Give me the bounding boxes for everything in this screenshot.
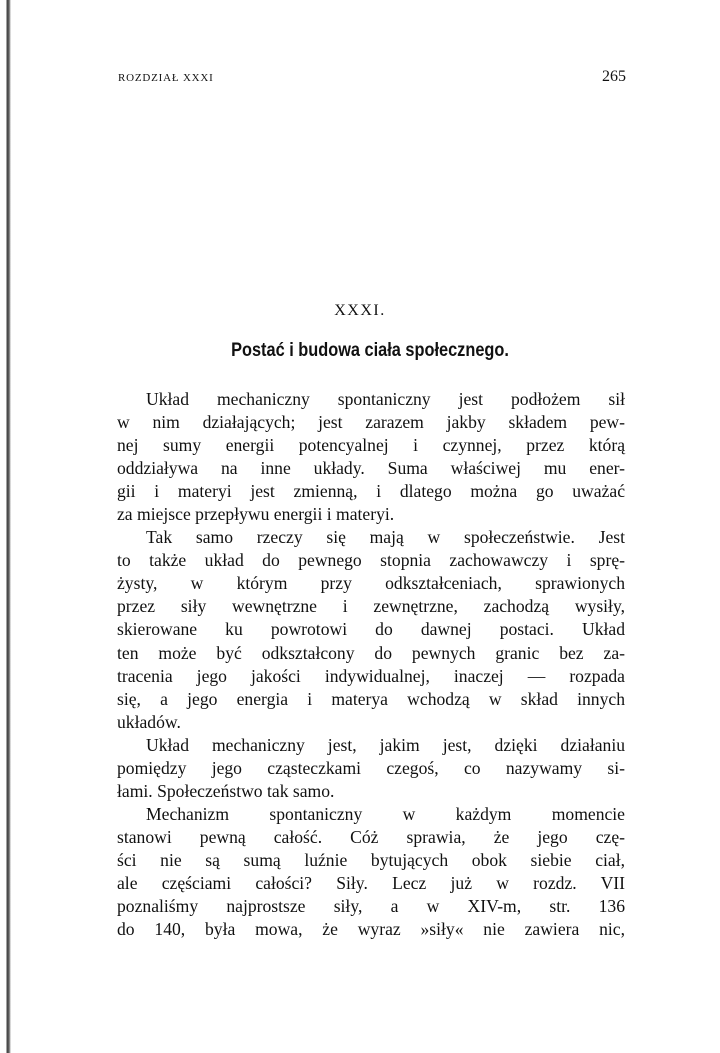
text-line: do 140, była mowa, że wyraz »siły« nie zawiera nic,	[117, 919, 625, 940]
running-header	[118, 68, 626, 88]
body-text	[117, 388, 625, 941]
text-line: skierowane ku powrotowi do dawnej postaci. Układ	[117, 619, 625, 640]
text-line: Mechanizm spontaniczny w każdym momencie	[146, 803, 625, 824]
text-line: przez siły wewnętrzne i zewnętrzne, zachodzą wysiły,	[117, 596, 625, 617]
text-line: ale częściami całości? Siły. Lecz już w rozdz. VII	[117, 872, 625, 893]
text-line: oddziaływa na inne układy. Suma właściwej mu ener-	[117, 458, 625, 479]
text-line: Tak samo rzeczy się mają w społeczeństwie. Jest	[146, 527, 625, 548]
text-line: poznaliśmy najprostsze siły, a w XIV-m, str. 136	[117, 896, 625, 917]
text-line: Układ mechaniczny jest, jakim jest, dzięki działaniu	[146, 734, 625, 755]
text-line: w nim działających; jest zarazem jakby składem pew-	[117, 412, 625, 433]
text-line: Układ mechaniczny spontaniczny jest podłożem sił	[146, 389, 625, 409]
text-line: stanowi pewną całość. Cóż sprawia, że jego czę-	[117, 826, 625, 847]
text-line: ści nie są sumą luźnie bytujących obok siebie ciał,	[117, 849, 625, 870]
page-binding-edge	[0, 0, 14, 1053]
chapter-header: ROZDZIAŁ XXXI	[118, 72, 214, 84]
text-line: pomiędzy jego cząsteczkami czegoś, co nazywamy si-	[117, 757, 625, 778]
chapter-number: XXXI.	[334, 302, 386, 319]
text-line: ten może być odkształcony do pewnych granic bez za-	[117, 642, 625, 663]
page-number: 265	[602, 68, 626, 85]
text-line: to także układ do pewnego stopnia zachowawczy i sprę-	[117, 550, 625, 571]
text-line: nej sumy energii potencyalnej i czynnej, przez którą	[117, 435, 625, 456]
text-line: układów.	[117, 711, 181, 732]
chapter-title: Postać i budowa ciała społecznego.	[231, 340, 509, 361]
text-line: się, a jego energia i materya wchodzą w skład innych	[117, 688, 625, 709]
text-line: tracenia jego jakości indywidualnej, inaczej — rozpada	[117, 665, 625, 686]
text-line: gii i materyi jest zmienną, i dlatego można go uważać	[117, 481, 625, 502]
text-line: łami. Społeczeństwo tak samo.	[117, 780, 335, 801]
text-line: żysty, w którym przy odkształceniach, sprawionych	[117, 573, 625, 594]
text-line: za miejsce przepływu energii i materyi.	[117, 504, 395, 525]
